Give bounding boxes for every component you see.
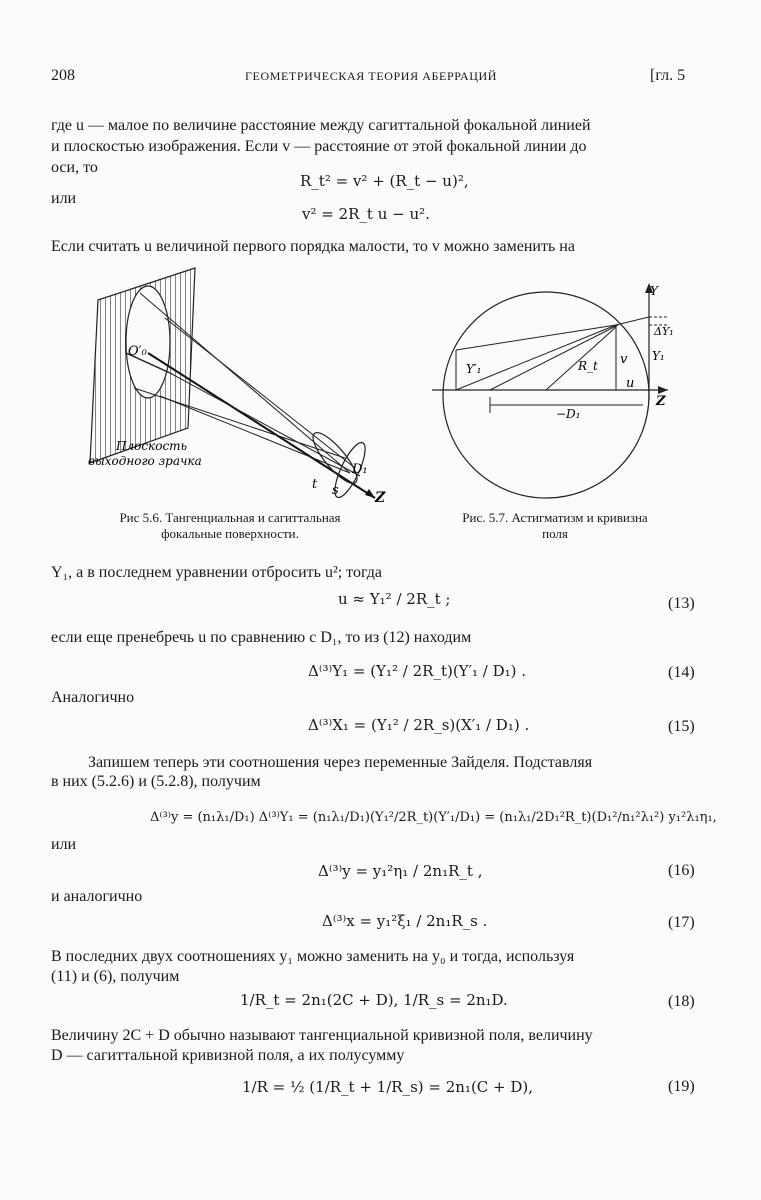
label-delta-y: ΔY₁ xyxy=(654,325,674,338)
text-line: и аналогично xyxy=(51,888,143,905)
text-line: Y₁, а в последнем уравнении отбросить u²; тогда xyxy=(51,564,382,581)
label-z: Z xyxy=(375,490,386,506)
figure-5-7-caption xyxy=(420,510,690,542)
text-line: если еще пренебречь u по сравнению с D₁, то из (12) находим xyxy=(51,629,472,646)
equation-number: (16) xyxy=(668,862,695,879)
label-y1: Y₁ xyxy=(652,349,665,363)
text-line: и плоскостью изображения. Если v — расстояние от этой фокальной линии до xyxy=(51,138,587,155)
equation-14: Δ⁽³⁾Y₁ = (Y₁² / 2R_t)(Y′₁ / D₁) . xyxy=(308,662,527,680)
label-minus-d1: −D₁ xyxy=(556,407,581,421)
caption-line: Рис 5.6. Тангенциальная и сагиттальная xyxy=(119,510,341,525)
label-plane: Плоскость xyxy=(116,439,188,453)
equation-long: Δ⁽³⁾y = (n₁λ₁/D₁) Δ⁽³⁾Y₁ = (n₁λ₁/D₁)(Y₁²/2R_t)(Y′₁/D₁) = (n₁λ₁/2D₁²R_t)(D₁²/n₁²λ₁²) y₁²λ₁η₁, xyxy=(150,810,717,825)
label-y1-prime: Y′₁ xyxy=(466,362,482,376)
equation-18: 1/R_t = 2n₁(2C + D), 1/R_s = 2n₁D. xyxy=(240,991,508,1009)
label-t: t xyxy=(312,477,318,492)
label-v: v xyxy=(620,352,628,367)
text-line: или xyxy=(51,836,77,853)
text-line: Если считать u величиной первого порядка малости, то v можно заменить на xyxy=(51,238,575,255)
equation-2: v² = 2R_t u − u². xyxy=(302,205,430,223)
equation-number: (13) xyxy=(668,595,695,612)
running-title: ГЕОМЕТРИЧЕСКАЯ ТЕОРИЯ АБЕРРАЦИЙ xyxy=(245,69,498,83)
text-line: В последних двух соотношениях y₁ можно заменить на y₀ и тогда, используя xyxy=(51,948,575,965)
text-line: Аналогично xyxy=(51,689,135,706)
text-line: где u — малое по величине расстояние между сагиттальной фокальной линией xyxy=(51,117,591,134)
label-s: s xyxy=(332,483,339,498)
label-plane: выходного зрачка xyxy=(88,454,202,468)
equation-16: Δ⁽³⁾y = y₁²η₁ / 2n₁R_t , xyxy=(318,862,483,880)
label-rt: R_t xyxy=(578,359,598,373)
ray xyxy=(165,318,355,468)
text-line: D — сагиттальной кривизной поля, а их полусумму xyxy=(51,1047,405,1064)
page-number: 208 xyxy=(51,67,75,84)
caption-line: фокальные поверхности. xyxy=(161,526,299,541)
equation-19: 1/R = ½ (1/R_t + 1/R_s) = 2n₁(C + D), xyxy=(242,1078,534,1096)
label-d1: D₁ xyxy=(352,462,368,477)
text-line: или xyxy=(51,190,77,207)
figure-5-6 xyxy=(60,258,390,508)
equation-number: (14) xyxy=(668,664,695,681)
equation-17: Δ⁽³⁾x = y₁²ξ₁ / 2n₁R_s . xyxy=(322,912,488,930)
label-o0: O′₀ xyxy=(128,344,147,359)
label-z: Z xyxy=(656,394,666,409)
caption-line: поля xyxy=(542,526,568,541)
figure-5-7 xyxy=(428,275,696,505)
equation-1: R_t² = v² + (R_t − u)², xyxy=(300,172,469,190)
text-line: Величину 2C + D обычно называют тангенциальной кривизной поля, величину xyxy=(51,1027,593,1044)
text-line: оси, то xyxy=(51,159,98,176)
caption-line: Рис. 5.7. Астигматизм и кривизна xyxy=(462,510,648,525)
equation-number: (18) xyxy=(668,993,695,1010)
equation-number: (19) xyxy=(668,1078,695,1095)
text-line: (11) и (6), получим xyxy=(51,968,180,985)
equation-15: Δ⁽³⁾X₁ = (Y₁² / 2R_s)(X′₁ / D₁) . xyxy=(308,716,530,734)
focal-circle xyxy=(443,292,649,498)
equation-number: (15) xyxy=(668,718,695,735)
chapter-label: [гл. 5 xyxy=(650,67,686,84)
ray xyxy=(456,325,616,350)
text-line: в них (5.2.6) и (5.2.8), получим xyxy=(51,773,261,790)
equation-number: (17) xyxy=(668,914,695,931)
label-u: u xyxy=(626,376,635,391)
figure-5-6-caption xyxy=(65,510,395,542)
equation-13: u ≈ Y₁² / 2R_t ; xyxy=(338,590,451,608)
ray xyxy=(456,325,616,390)
exit-pupil-ellipse xyxy=(126,286,170,398)
text-line: Запишем теперь эти соотношения через переменные Зайделя. Подставляя xyxy=(88,754,593,771)
label-y: Y xyxy=(650,284,658,298)
